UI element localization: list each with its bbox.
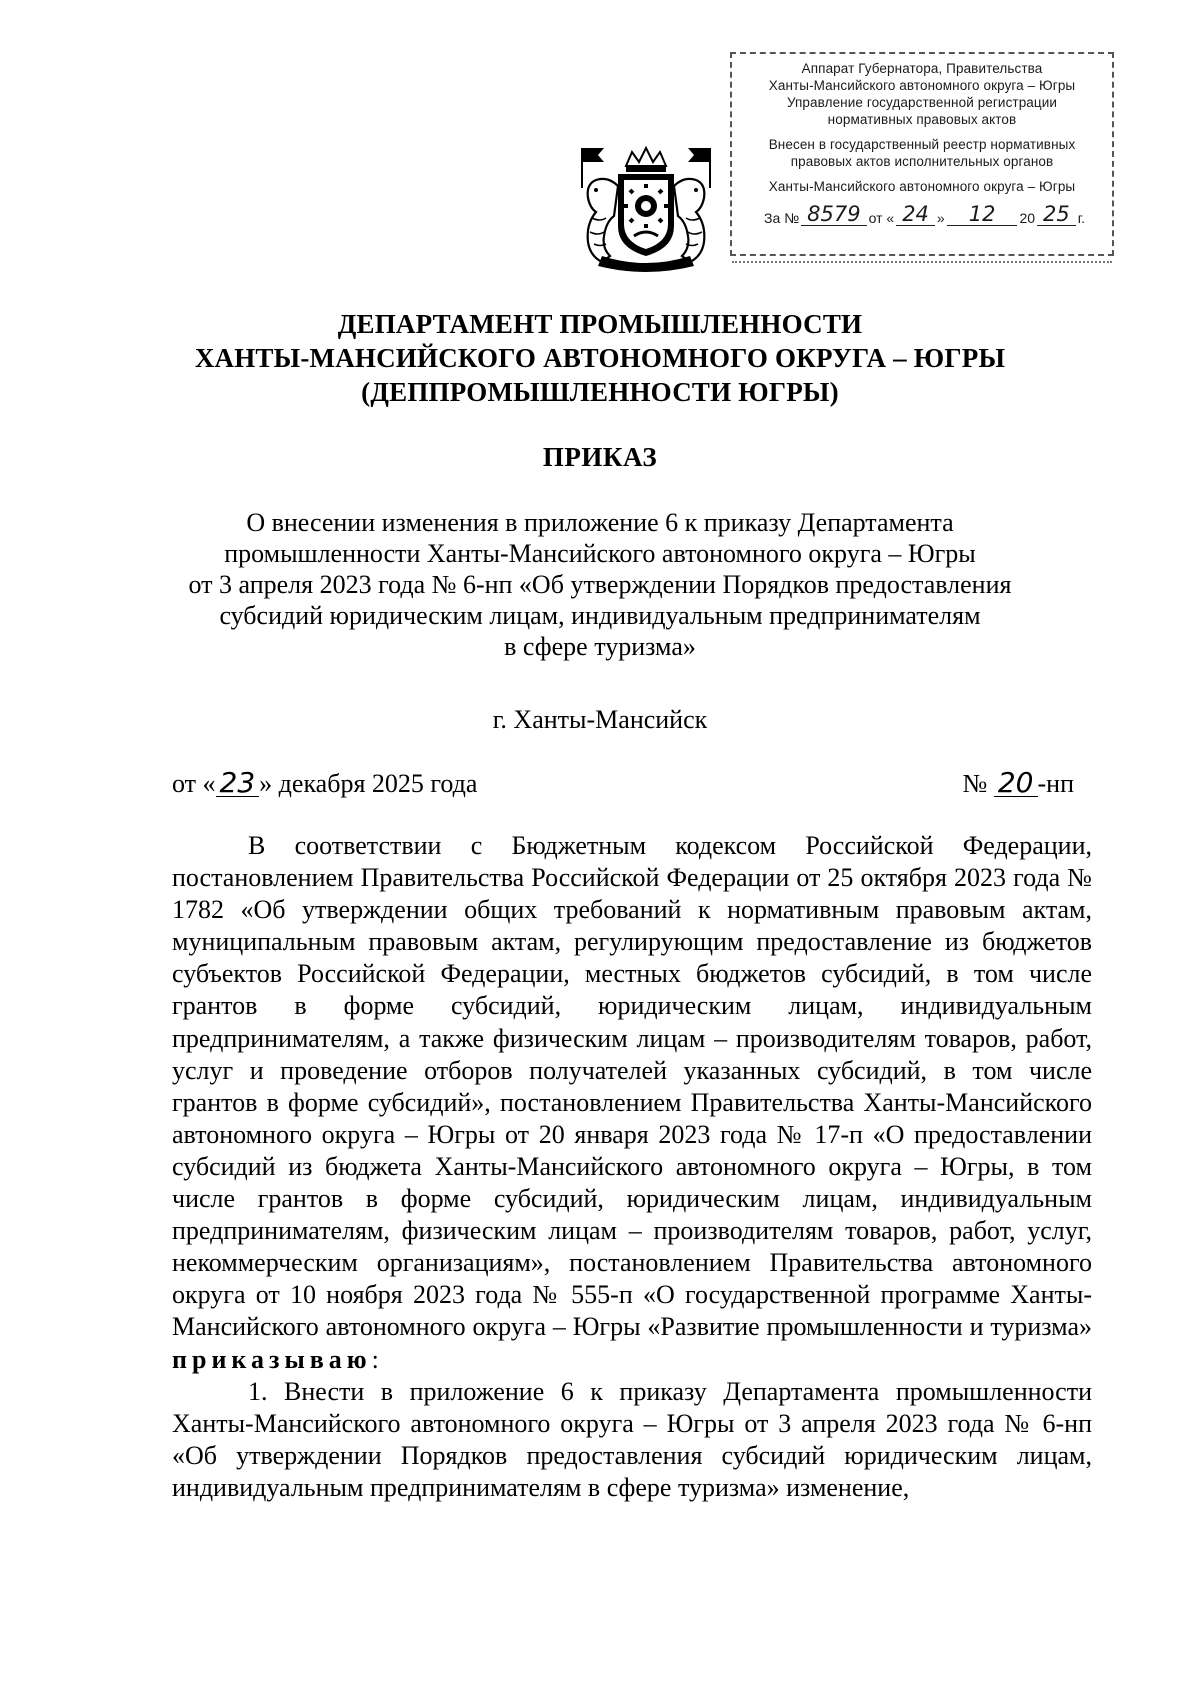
subject-line: в сфере туризма»	[504, 632, 696, 661]
subject-line: промышленности Ханты-Мансийского автономного округа – Югры	[224, 539, 976, 568]
stamp-reg-month: 12	[947, 203, 1018, 226]
stamp-reg-number: 8579	[801, 203, 866, 226]
subject-line: субсидий юридическим лицам, индивидуальным предпринимателям	[219, 601, 981, 630]
stamp-reg-prefix: За №	[764, 210, 800, 226]
stamp-line: Ханты-Мансийского автономного округа – Югры	[768, 179, 1076, 194]
organization-heading	[0, 307, 1200, 409]
date-prefix: от «	[172, 769, 216, 798]
stamp-line: Ханты-Мансийского автономного округа – Югры	[768, 78, 1076, 93]
order-date	[172, 766, 478, 799]
stamp-reg-year: 25	[1037, 203, 1076, 226]
handwritten-number: 20	[994, 770, 1038, 797]
subject-line: О внесении изменения в приложение 6 к приказу Департамента	[246, 508, 954, 537]
stamp-line: нормативных правовых актов	[827, 112, 1017, 127]
stamp-line: Управление государственной регистрации	[786, 95, 1058, 110]
body-paragraph: 1. Внести в приложение 6 к приказу Департамента промышленности Ханты-Мансийского автономного округа – Югры от 3 апреля 2023 года № 6-нп «Об утверждении Порядков предоставления субсидий юридическим лицам, индивидуальным предпринимателям в сфере туризма» изменение,	[172, 1376, 1092, 1502]
registration-stamp	[730, 52, 1114, 256]
document-body	[172, 830, 1092, 1504]
date-suffix: » декабря 2025 года	[259, 769, 478, 798]
stamp-line: правовых актов исполнительных органов	[790, 154, 1054, 169]
stamp-registration-line	[740, 203, 1104, 226]
body-paragraph	[172, 830, 1092, 1376]
order-number	[962, 766, 1074, 799]
stamp-reg-close: »	[936, 210, 945, 226]
handwritten-day: 23	[216, 770, 260, 797]
number-suffix: -нп	[1037, 769, 1074, 798]
document-type: ПРИКАЗ	[542, 442, 658, 472]
org-line: (ДЕППРОМЫШЛЕННОСТИ ЮГРЫ)	[361, 377, 839, 407]
org-line: ХАНТЫ-МАНСИЙСКОГО АВТОНОМНОГО ОКРУГА – ЮГРЫ	[194, 343, 1006, 373]
stamp-reg-suffix: г.	[1077, 210, 1086, 226]
order-colon: :	[371, 1344, 379, 1374]
stamp-line: Аппарат Губернатора, Правительства	[801, 61, 1043, 76]
city-line: г. Ханты-Мансийск	[492, 705, 708, 734]
subject-line: от 3 апреля 2023 года № 6-нп «Об утверждении Порядков предоставления	[188, 570, 1012, 599]
org-line: ДЕПАРТАМЕНТ ПРОМЫШЛЕННОСТИ	[337, 309, 863, 339]
coat-of-arms-emblem	[574, 140, 718, 272]
stamp-reg-year-prefix: 20	[1019, 210, 1036, 226]
stamp-reg-from: от «	[868, 210, 895, 226]
number-prefix: №	[962, 769, 988, 798]
stamp-reg-day: 24	[896, 203, 935, 226]
stamp-line: Внесен в государственный реестр нормативных	[768, 137, 1076, 152]
paragraph-text: В соответствии с Бюджетным кодексом Российской Федерации, постановлением Правительства Российской Федерации от 25 октября 2023 года № 1782 «Об утверждении общих требований к нормативным правовым актам, муниципальным правовым актам, регулирующим предоставление из бюджетов субъектов Российской Федерации, местных бюджетов субсидий, в том числе грантов в форме субсидий, юридическим лицам, индивидуальным предпринимателям, а также физическим лицам – производителям товаров, работ, услуг и проведение отборов получателей указанных субсидий, в том числе грантов в форме субсидий», постановлением Правительства Ханты-Мансийского автономного округа – Югры от 20 января 2023 года № 17-п «О предоставлении субсидий из бюджета Ханты-Мансийского автономного округа – Югры, в том числе грантов в форме субсидий, юридическим лицам, индивидуальным предпринимателям, физическим лицам – производителям товаров, работ, услуг, некоммерческим организациям», постановлением Правительства автономного округа от 10 ноября 2023 года № 555-п «О государственной программе Ханты-Мансийского автономного округа – Югры «Развитие промышленности и туризма»	[172, 831, 1092, 1342]
order-word: приказываю	[172, 1344, 372, 1374]
document-subject	[0, 507, 1200, 662]
